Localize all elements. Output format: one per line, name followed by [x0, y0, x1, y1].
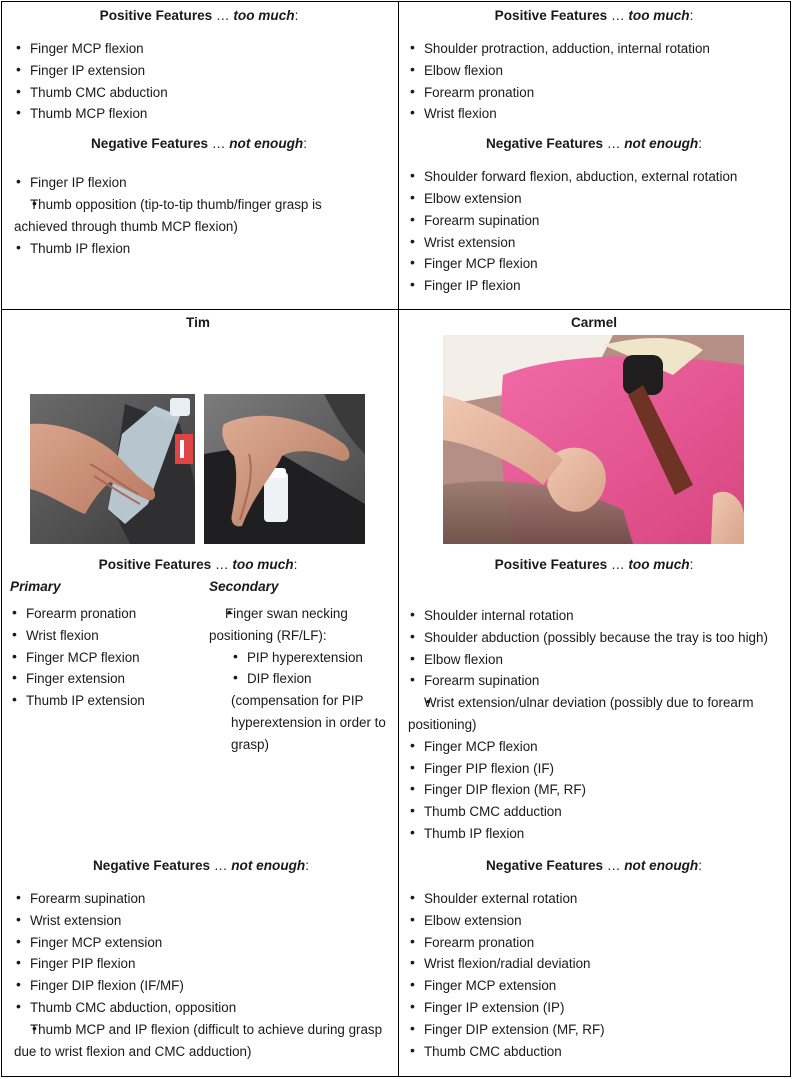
list-item: • Shoulder abduction (possibly because the tray is too high) [408, 627, 780, 649]
list-item: • PIP hyperextension [231, 647, 391, 669]
list-item: • Finger IP flexion [408, 275, 780, 297]
list-item: • Thumb CMC abduction [408, 1041, 780, 1063]
list-item: • Thumb IP flexion [408, 823, 780, 845]
list-item: • Finger MCP flexion [408, 736, 780, 758]
list-item: • Thumb IP extension [10, 690, 206, 712]
tim-photo-left [30, 394, 195, 544]
list-item: • Thumb CMC abduction [14, 82, 384, 104]
tim-cell [10, 313, 386, 333]
list-item: • Wrist extension [14, 910, 388, 932]
list-item: • Thumb MCP and IP flexion (difficult to achieve during grasp due to wrist flexion and CMC adduction) [14, 1019, 388, 1063]
list-item: • Shoulder protraction, adduction, internal rotation [408, 38, 780, 60]
list-item: • Shoulder forward flexion, abduction, external rotation [408, 166, 780, 188]
tim-name: Tim [186, 315, 210, 330]
list-item: (compensation for PIP hyperextension in order to grasp) [231, 693, 386, 752]
carmel-positive-section [408, 555, 780, 845]
list-item: • Finger extension [10, 668, 206, 690]
list-item: • Forearm pronation [408, 932, 780, 954]
list-item: • Forearm supination [408, 670, 780, 692]
list-item: • Wrist flexion [10, 625, 206, 647]
list-item: • Elbow flexion [408, 649, 780, 671]
list-item: • Wrist extension [408, 232, 780, 254]
top-right-cell [408, 6, 780, 297]
list-item: • Forearm pronation [408, 82, 780, 104]
carmel-cell [408, 313, 780, 333]
negative-features-heading: Negative Features … not enough: [485, 858, 703, 873]
list-item: • Finger MCP extension [408, 975, 780, 997]
list-item: • Shoulder internal rotation [408, 605, 780, 627]
top-left-cell [14, 6, 384, 259]
negative-features-heading: Negative Features … not enough: [90, 136, 308, 152]
tim-secondary-column [209, 577, 391, 756]
list-item: • Finger MCP flexion [14, 38, 384, 60]
primary-heading: Primary [10, 579, 61, 594]
positive-features-heading: Positive Features … too much: [98, 557, 298, 572]
positive-features-list [14, 38, 384, 125]
positive-features-list [408, 38, 780, 125]
tim-positive-section [10, 555, 386, 575]
list-item: • Finger IP extension [14, 60, 384, 82]
tim-negative-section [14, 856, 388, 1062]
list-item: • Elbow flexion [408, 60, 780, 82]
positive-features-list [408, 605, 780, 845]
list-item: • Finger swan necking positioning (RF/LF): [209, 603, 391, 647]
list-item: • Shoulder external rotation [408, 888, 780, 910]
carmel-negative-section [408, 856, 780, 1062]
positive-features-heading: Positive Features … too much: [494, 8, 694, 23]
positive-features-heading: Positive Features … too much: [494, 557, 694, 572]
negative-features-heading: Negative Features … not enough: [485, 136, 703, 152]
list-item: • Wrist flexion/radial deviation [408, 953, 780, 975]
carmel-name: Carmel [570, 315, 618, 330]
list-item: • Wrist extension/ulnar deviation (possibly due to forearm positioning) [408, 692, 780, 736]
list-item: • Finger IP extension (IP) [408, 997, 780, 1019]
list-item: • Thumb CMC abduction, opposition [14, 997, 388, 1019]
list-item: • Finger PIP flexion [14, 953, 388, 975]
list-item: • Finger MCP flexion [408, 253, 780, 275]
negative-features-list [14, 888, 388, 1062]
list-item: • Finger MCP flexion [10, 647, 206, 669]
list-item: • Finger PIP flexion (IF) [408, 758, 780, 780]
carmel-photo [443, 335, 744, 544]
list-item: • Forearm supination [14, 888, 388, 910]
secondary-sub-list [231, 647, 391, 756]
list-item: • Elbow extension [408, 910, 780, 932]
tim-primary-column [10, 577, 206, 712]
negative-features-list [14, 172, 384, 259]
list-item: • Thumb CMC adduction [408, 801, 780, 823]
list-item: • DIP flexion [231, 668, 391, 690]
tim-photo-right [204, 394, 365, 544]
list-item: • Finger IP flexion [14, 172, 384, 194]
negative-features-list [408, 888, 780, 1062]
negative-features-list [408, 166, 780, 297]
hand-cap-image [204, 394, 365, 544]
column-divider [398, 2, 399, 1076]
row-divider [2, 309, 790, 310]
list-item: • Thumb IP flexion [14, 238, 384, 260]
list-item: • Finger DIP flexion (MF, RF) [408, 779, 780, 801]
list-item: • Finger MCP extension [14, 932, 388, 954]
list-item: • Wrist flexion [408, 103, 780, 125]
list-item: • Finger DIP extension (MF, RF) [408, 1019, 780, 1041]
list-item: • Thumb MCP flexion [14, 103, 384, 125]
positive-features-heading: Positive Features … too much: [99, 8, 299, 23]
child-seat-image [443, 335, 744, 544]
secondary-heading: Secondary [209, 579, 279, 594]
list-item: • Thumb opposition (tip-to-tip thumb/finger grasp is achieved through thumb MCP flexion) [14, 194, 384, 238]
list-item: • Forearm pronation [10, 603, 206, 625]
list-item: • Elbow extension [408, 188, 780, 210]
negative-features-heading: Negative Features … not enough: [92, 858, 310, 873]
list-item: • Forearm supination [408, 210, 780, 232]
secondary-list [209, 603, 391, 647]
primary-list [10, 603, 206, 712]
list-item: • Finger DIP flexion (IF/MF) [14, 975, 388, 997]
hand-bottle-image [30, 394, 195, 544]
